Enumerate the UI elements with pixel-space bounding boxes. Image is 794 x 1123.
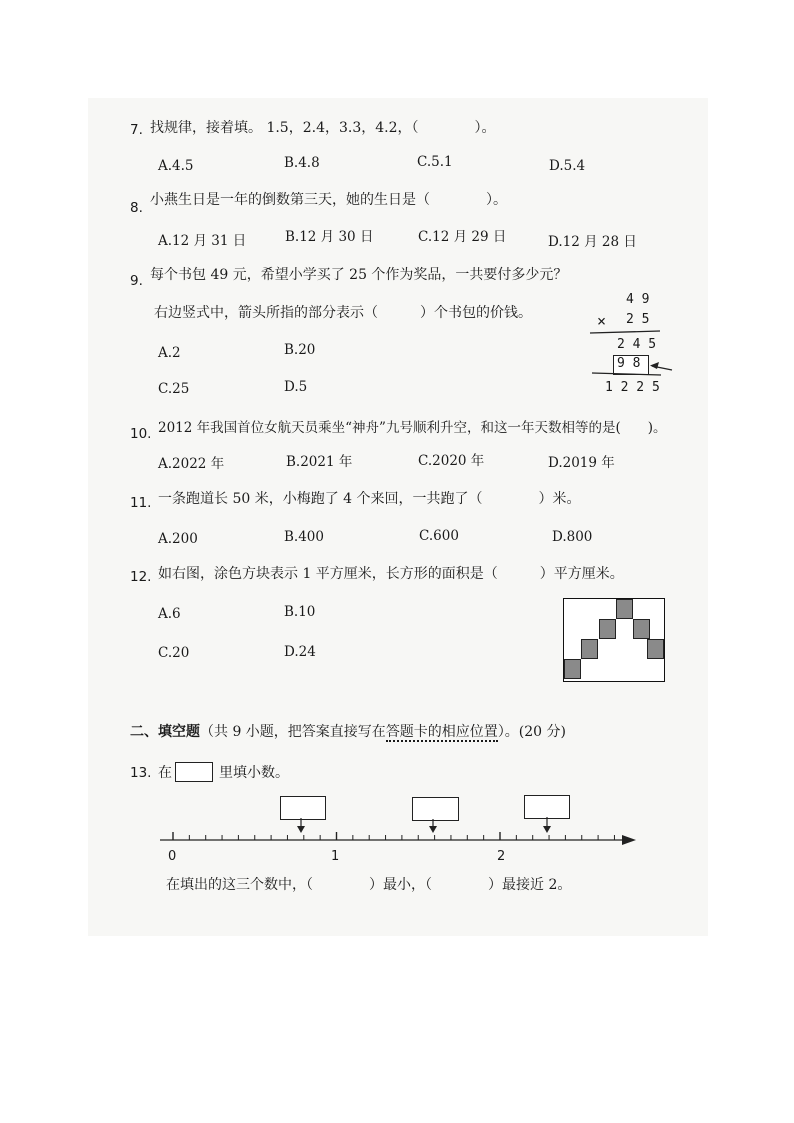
q11-number: 11. xyxy=(130,495,152,511)
q13-text-pre: 在 xyxy=(158,765,172,781)
q7-option-b[interactable]: B.4.8 xyxy=(284,155,320,171)
q10-option-c[interactable]: C.2020 年 xyxy=(418,453,485,469)
q8-option-d[interactable]: D.12 月 28 日 xyxy=(548,234,637,250)
section2-desc-pre: （共 9 小题，把答案直接写在 xyxy=(200,724,386,740)
q12-option-b[interactable]: B.10 xyxy=(284,604,316,620)
axis-label-0: 0 xyxy=(168,849,177,864)
pointer-3-head xyxy=(543,826,551,833)
q10-option-d[interactable]: D.2019 年 xyxy=(548,455,615,471)
q9-number: 9. xyxy=(130,273,143,289)
q11-option-d[interactable]: D.800 xyxy=(552,529,593,545)
q11-option-b[interactable]: B.400 xyxy=(284,529,324,545)
q10-number: 10. xyxy=(130,426,152,442)
q7-number: 7. xyxy=(130,122,143,138)
section2-title: 二、填空题 xyxy=(130,724,200,740)
q11-text: 一条跑道长 50 米，小梅跑了 4 个来回，一共跑了（ ）米。 xyxy=(158,491,581,507)
q12-option-a[interactable]: A.6 xyxy=(158,606,181,622)
q7-text: 找规律，接着填。 1.5，2.4，3.3，4.2，（ ）。 xyxy=(150,120,496,136)
q13-text-post: 里填小数。 xyxy=(219,765,289,781)
q9-option-b[interactable]: B.20 xyxy=(284,342,316,358)
pointer-2-head xyxy=(429,826,437,833)
q10-option-b[interactable]: B.2021 年 xyxy=(286,454,353,470)
q13-answer-text: 在填出的这三个数中，（ ）最小，（ ）最接近 2。 xyxy=(166,877,572,893)
q8-option-a[interactable]: A.12 月 31 日 xyxy=(158,233,247,249)
vmul-partial-product-2: 9 8 xyxy=(617,356,641,371)
q9-text: 每个书包 49 元，希望小学买了 25 个作为奖品，一共要付多少元？ xyxy=(150,267,568,283)
axis-label-2: 2 xyxy=(497,849,506,864)
number-line-ticks xyxy=(173,832,614,840)
q9-option-a[interactable]: A.2 xyxy=(158,345,181,361)
vmul-multiplier: 2 5 xyxy=(626,312,650,327)
q12-number: 12. xyxy=(130,569,152,585)
q8-number: 8. xyxy=(130,200,143,216)
q8-option-b[interactable]: B.12 月 30 日 xyxy=(285,229,374,245)
q7-option-c[interactable]: C.5.1 xyxy=(417,154,453,170)
q12-text: 如右图，涂色方块表示 1 平方厘米，长方形的面积是（ ）平方厘米。 xyxy=(158,566,624,582)
number-line-arrow-head xyxy=(622,835,636,845)
vmul-partial-product-1: 2 4 5 xyxy=(617,337,657,352)
vmul-result: 1 2 2 5 xyxy=(605,380,660,395)
axis-label-1: 1 xyxy=(331,849,340,864)
q13-number: 13. xyxy=(130,765,152,781)
vmul-times-sign: × xyxy=(597,312,607,330)
pointer-1-head xyxy=(297,826,305,833)
q7-option-d[interactable]: D.5.4 xyxy=(549,158,586,174)
q7-option-a[interactable]: A.4.5 xyxy=(158,158,194,174)
q8-option-c[interactable]: C.12 月 29 日 xyxy=(418,229,507,245)
q11-option-c[interactable]: C.600 xyxy=(419,528,459,544)
q10-option-a[interactable]: A.2022 年 xyxy=(158,456,225,472)
q11-option-a[interactable]: A.200 xyxy=(158,531,198,547)
section2-desc-emphasis: 答题卡的相应位置 xyxy=(385,724,498,740)
q10-text: 2012 年我国首位女航天员乘坐“神舟”九号顺利升空，和这一年天数相等的是( )。 xyxy=(158,420,667,436)
q9-subtext: 右边竖式中，箭头所指的部分表示（ ）个书包的价钱。 xyxy=(154,305,532,321)
q9-option-d[interactable]: D.5 xyxy=(284,379,308,395)
q8-text: 小燕生日是一年的倒数第三天，她的生日是（ ）。 xyxy=(150,192,507,208)
vmul-multiplicand: 4 9 xyxy=(626,292,650,307)
section2-desc-post: ）。(20 分) xyxy=(497,724,567,740)
q9-option-c[interactable]: C.25 xyxy=(158,381,190,397)
q12-option-d[interactable]: D.24 xyxy=(284,644,316,660)
q12-option-c[interactable]: C.20 xyxy=(158,645,190,661)
